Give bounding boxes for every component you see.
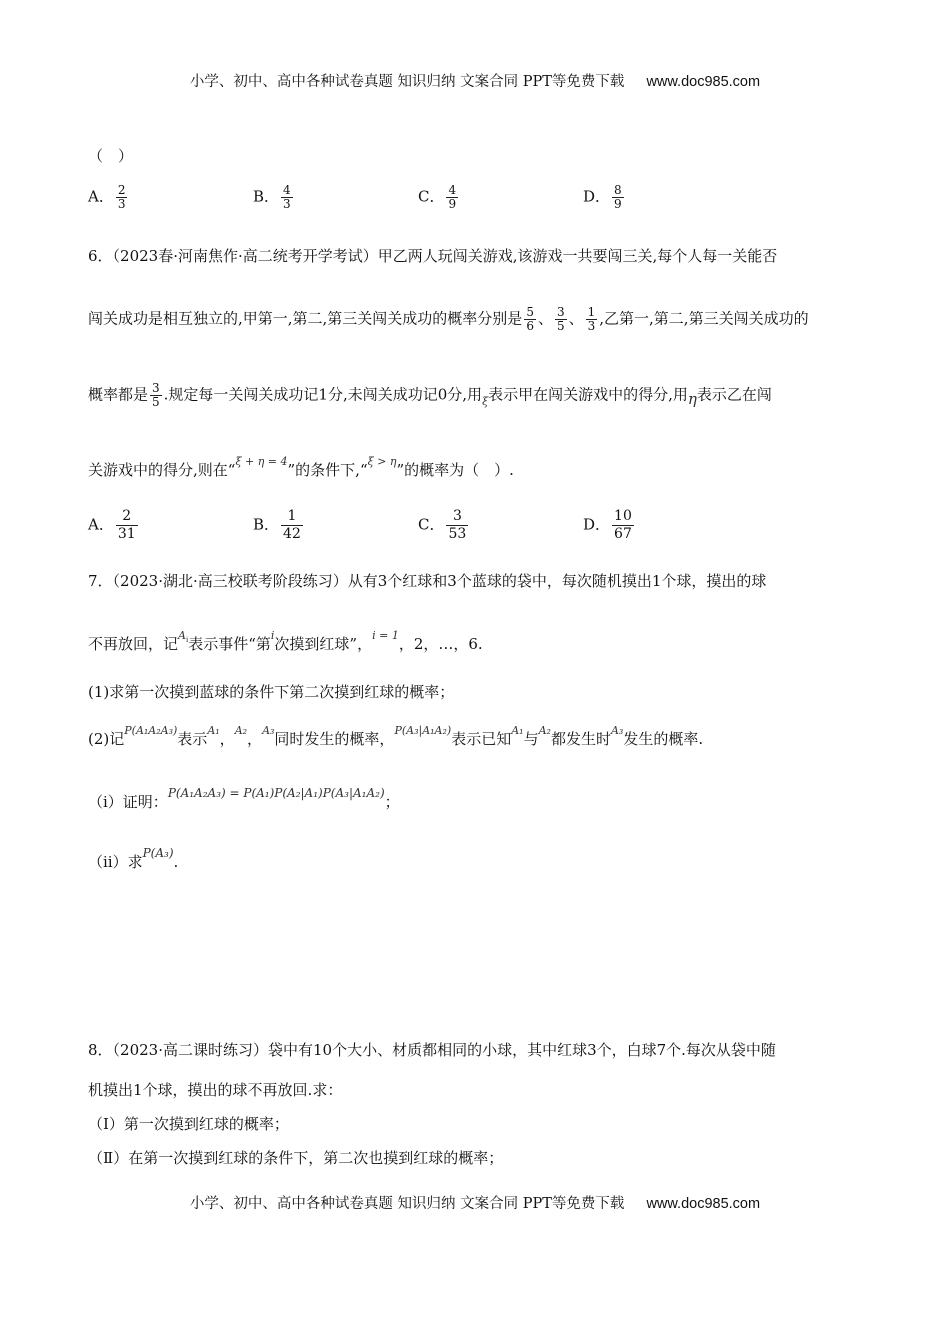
q6-line3: 概率都是 $\frac{3}{5}$ .规定每一关闯关成功记1分,未闯关成功记0分,用$_\xi$表示甲在闯关游戏中的得分,用η表示乙在闯 — [88, 381, 772, 409]
q6-line1: 6．（2023春·河南焦作·高二统考开学考试）甲乙两人玩闯关游戏,该游戏一共要闯三关,每个人每一关能否 — [88, 247, 778, 265]
q5-option-d: D． $\frac{8}{9}$ — [583, 183, 622, 211]
q8-line1: 8．（2023·高二课时练习）袋中有10个大小、材质都相同的小球，其中红球3个，白球7个.每次从袋中随 — [88, 1041, 776, 1059]
q6-condition-sum: ξ + η = 4 — [235, 455, 288, 468]
q8-part1: （Ⅰ）第一次摸到红球的概率； — [88, 1115, 289, 1133]
q8-line2: 机摸出1个球，摸出的球不再放回.求： — [88, 1081, 343, 1099]
q7-formula: P(A₁A₂A₃) = P(A₁)P(A₂|A₁)P(A₃|A₁A₂) — [167, 786, 385, 800]
q5-option-c: C． $\frac{4}{9}$ — [418, 183, 457, 211]
q6-option-c: C． $\frac{3}{53}$ — [418, 508, 467, 542]
q5-paren: （ ） — [88, 147, 134, 165]
q7-sub1: （ⅰ）证明：$^{P(A_1A_2A_3) = P(A_1)P(A_2|A_1)P(A_3|A_1A_2)}$； — [88, 786, 400, 811]
header-text: 小学、初中、高中各种试卷真题 知识归纳 文案合同 PPT等免费下载 — [189, 74, 625, 90]
q5-option-b: B． $\frac{4}{3}$ — [253, 183, 291, 211]
footer-text: 小学、初中、高中各种试卷真题 知识归纳 文案合同 PPT等免费下载 — [189, 1196, 625, 1212]
page-footer — [0, 1192, 950, 1213]
q6-option-d: D． $\frac{10}{67}$ — [583, 508, 632, 542]
q7-line1: 7．（2023·湖北·高三校联考阶段练习）从有3个红球和3个蓝球的袋中，每次随机摸出1个球，摸出的球 — [88, 572, 767, 590]
q6-line4: 关游戏中的得分,则在“$^{\xi + \eta = 4}$”的条件下,“$^{\xi > \eta}$”的概率为（ ）. — [88, 455, 514, 479]
q7-line2: 不再放回，记$^{A_i}$表示事件“第$^i$次摸到红球”，$^{i = 1}$，2，…，6. — [88, 629, 483, 653]
q8-part2: （Ⅱ）在第一次摸到红球的条件下，第二次也摸到红球的概率； — [88, 1149, 504, 1167]
q6-option-a: A． $\frac{2}{31}$ — [88, 508, 136, 542]
header-site: www.doc985.com — [646, 74, 761, 90]
q7-part2: (2)记$^{P(A_1A_2A_3)}$表示$^{A_1}$，$^{A_2}$，$^{A_3}$同时发生的概率，$^{P(A_3|A_1A_2)}$表示已知$^{A_1}$与$^{A_2}$都发生时$^{A_3}$发生的概率. — [88, 724, 704, 748]
page-header — [0, 70, 950, 91]
q7-part1: (1)求第一次摸到蓝球的条件下第二次摸到红球的概率； — [88, 683, 455, 701]
q5-option-a: A． $\frac{2}{3}$ — [88, 183, 126, 211]
q6-line2: 闯关成功是相互独立的,甲第一,第二,第三关闯关成功的概率分别是 $\frac{5}{6}$ 、 $\frac{3}{5}$ 、 $\frac{1}{3}$ ,乙第一,第二,第三关闯关成功的 — [88, 305, 809, 333]
footer-site: www.doc985.com — [646, 1196, 761, 1212]
q7-sub2: （ⅱ）求$^{P(A_3)}$. — [88, 846, 179, 871]
q6-option-b: B． $\frac{1}{42}$ — [253, 508, 301, 542]
q6-condition-gt: ξ > η — [367, 455, 397, 468]
